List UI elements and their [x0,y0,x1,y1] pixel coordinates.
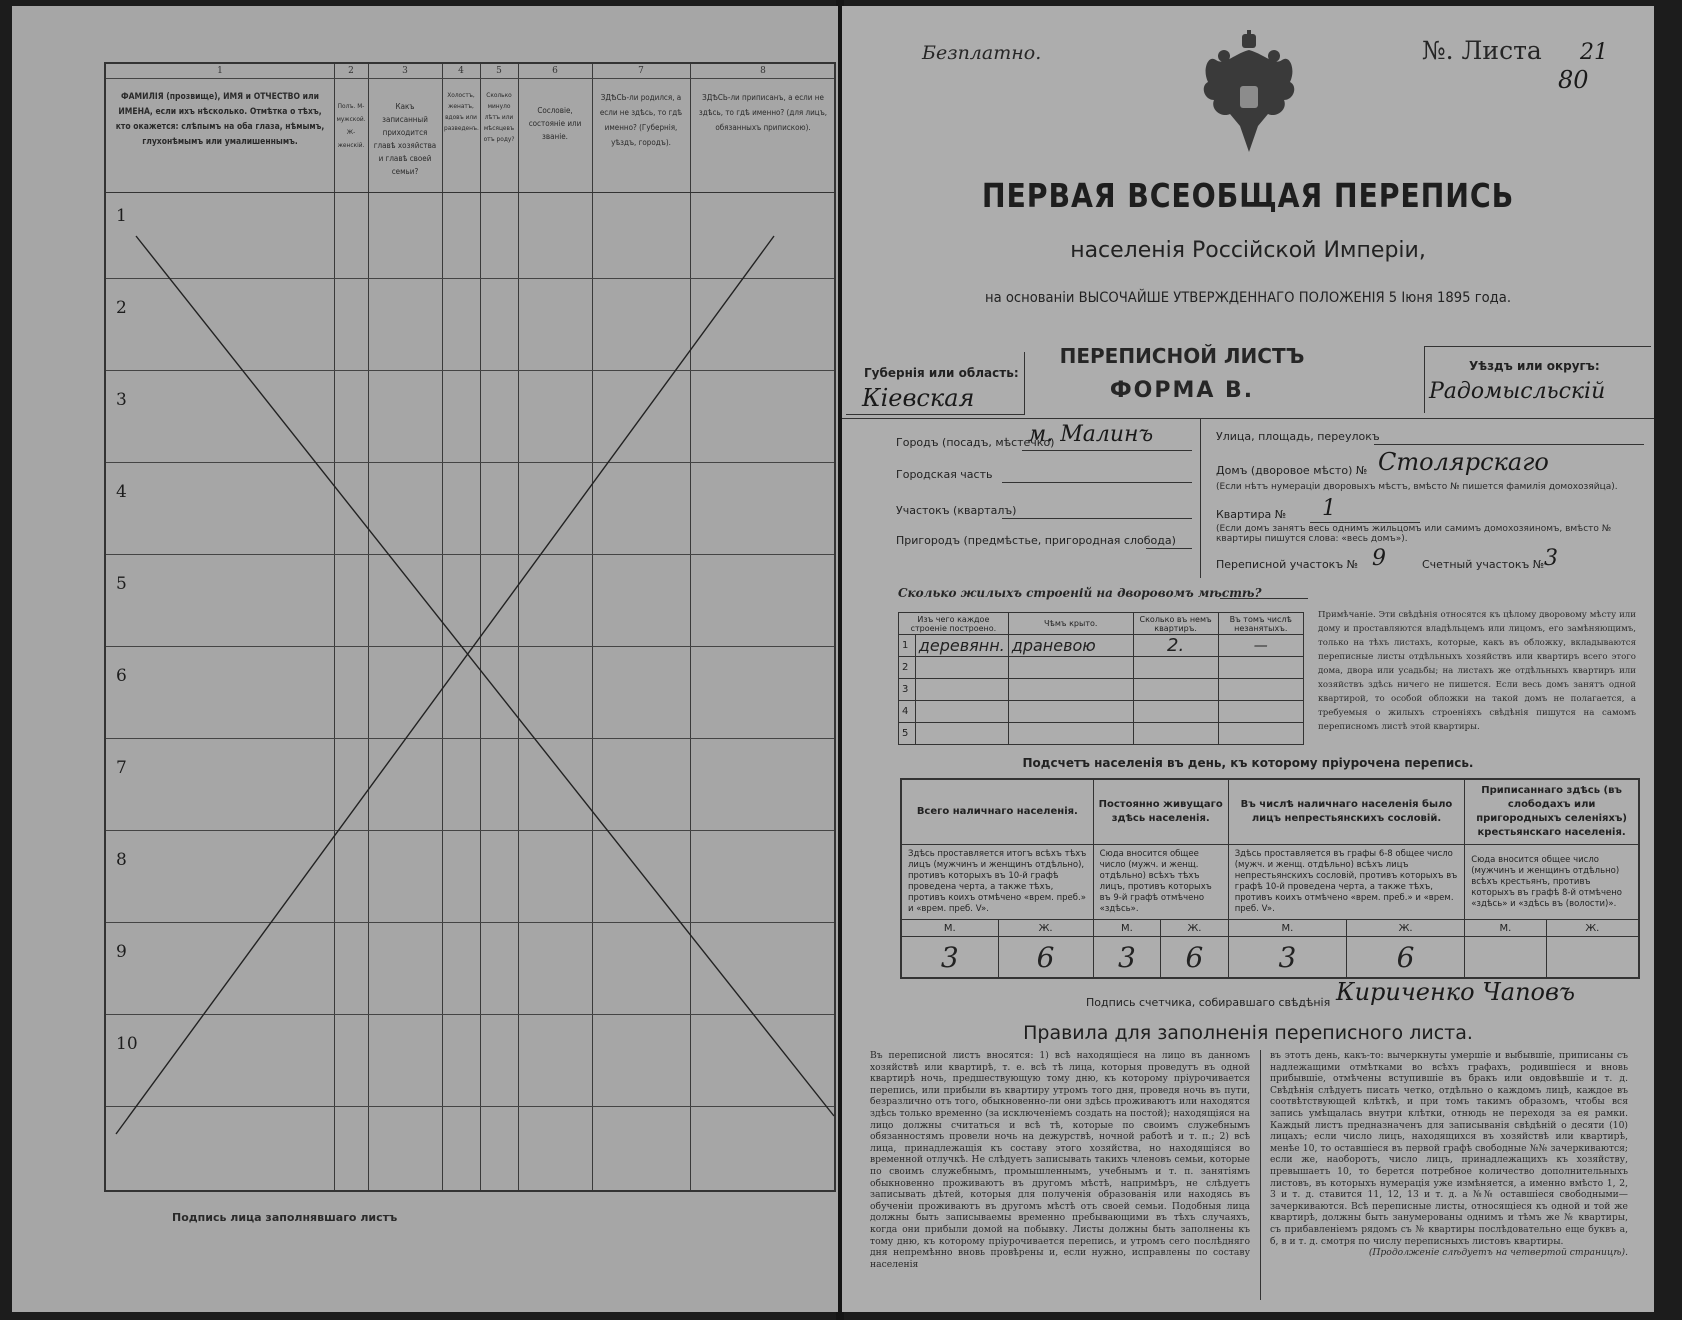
rules-text-left: Въ переписной листъ вносятся: 1) всѣ находящіеся на лицо въ данномъ хозяйствѣ или квартирѣ, т. е. всѣ тѣ лица, которыя проведутъ въ одной квартирѣ ночь, предшествующую тому дню, къ которому пріурочивается перепись, или прибыли въ квартиру утромъ того дня, проведя ночь въ пути, безразлично отъ того, обыкновенно-ли они здѣсь проживаютъ или находятся здѣсь только временно (за исключеніемъ создать на постой); находящіяся на лицо должны считаться и всѣ тѣ, которые по своимъ служебнымъ обязанностямъ провели ночь на дежурствѣ, ночной работѣ и т. п.; 2) всѣ лица, принадлежащія къ составу этого хозяйства, но находящіяся во временной отлучкѣ. Не слѣдуетъ записывать такихъ членовъ семьи, которые по своимъ служебнымъ, промышленнымъ, учебнымъ и т. п. занятіямъ обыкновенно проживаютъ въ другомъ мѣстѣ, напримѣръ, не слѣдуетъ записывать дѣтей, которыя для полученія образованія или находясь въ обученіи проживаютъ въ другомъ мѣстѣ отъ своей семьи. Подобныя лица должны быть записываемы временно пребывающими въ тѣхъ случаяхъ, когда они прибыли домой на побывку. Листы должны быть заполнены къ тому дню, къ которому пріурочивается перепись, и утромъ сего послѣдняго дня непремѣнно вновь провѣрены и, если нужно, исправлены по составу населенія [870,1050,1250,1270]
buildings-header-roof: Чѣмъ крыто. [1008,613,1133,635]
cross-out-mark [106,64,838,1194]
peasant-male-value [1465,937,1546,979]
buildings-vacant [1218,657,1303,679]
buildings-apartments [1133,723,1218,745]
row-number: 3 [116,390,127,410]
column-number: 8 [760,66,766,76]
buildings-header-vacant: Въ томъ числѣ незанятыхъ. [1218,613,1303,635]
document-subtitle: населенія Россійской Имперіи, [1070,238,1426,263]
female-label: Ж. [998,920,1093,937]
column-number: 4 [458,66,464,76]
buildings-apartments [1133,701,1218,723]
buildings-roof: драневою [1008,635,1133,657]
column-header-relation: Какъ записанный приходится главѣ хозяйства и главѣ своей семьи? [373,102,437,176]
buildings-apartments: 2. [1133,635,1218,657]
rules-continuation: (Продолженіе слѣдуетъ на четвертой страницѣ). [1368,1247,1628,1259]
buildings-material [915,723,1008,745]
population-head-permanent: Постоянно живущаго здѣсь населенія. [1093,779,1228,845]
population-title: Подсчетъ населенія въ день, къ которому пріурочена перепись. [1022,756,1474,770]
rules-text-right [1270,1050,1628,1259]
male-label: М. [1465,920,1546,937]
population-table [900,778,1640,979]
column-header-birthplace: ЗДѢСЬ-ли родился, а если не здѣсь, то гдѣ именно? (Губернія, уѣздъ, городъ). [599,93,683,147]
house-value: Столярскаго [1378,448,1549,476]
buildings-material: деревянн. [915,635,1008,657]
counting-district-label: Счетный участокъ № [1422,558,1545,571]
row-number: 7 [116,758,127,778]
buildings-row-number: 3 [899,679,916,701]
house-note: (Если нѣтъ нумераціи дворовыхъ мѣстъ, вмѣсто № пишется фамилія домохозяйца). [1216,482,1618,492]
enumerator-signature-label: Подпись счетчика, собиравшаго свѣдѣнія [1086,996,1331,1009]
column-header-marital: Холостъ, женатъ, вдовъ или разведенъ. [444,91,479,132]
buildings-row [899,723,1304,745]
population-desc-peasant: Сюда вносится общее число (мужчинъ и женщинъ отдѣльно) всѣхъ крестьянъ, противъ которыхъ въ графѣ 8-й отмѣчено «здѣсь» и «здѣсь въ (волости)». [1465,845,1639,920]
document-title: ПЕРВАЯ ВСЕОБЩАЯ ПЕРЕПИСЬ [981,176,1515,215]
population-head-nonpeasant: Въ числѣ наличнаго населенія было лицъ непрестьянскихъ сословій. [1228,779,1464,845]
house-label: Домъ (дворовое мѣсто) № [1216,464,1368,477]
uezd-label: Уѣздъ или округъ: [1469,359,1600,373]
column-number: 3 [402,66,408,76]
row-number: 1 [116,206,127,226]
uezd-box [1424,346,1651,413]
column-header-estate: Сословіе, состояніе или званіе. [528,106,582,141]
male-label: М. [901,920,998,937]
enumerator-signature: Кириченко Чаповъ [1336,978,1575,1006]
buildings-note: Примѣчаніе. Эти свѣдѣнія относятся къ цѣлому дворовому мѣсту или дому и проставляются владѣльцемъ или лицомъ, его замѣняющимъ, только на тѣхъ листахъ, которые, какъ въ обложку, вкладываются переписные листы отдѣльныхъ хозяйствъ или квартиръ всего этого дома, двора или усадьбы; на листахъ же отдѣльныхъ квартиръ или хозяйствъ здѣсь ничего не пишется. Если весь домъ занятъ одной квартирой, то особой обложки на такой домъ не полагается, а требуемыя о жилыхъ строеніяхъ свѣдѣнія пишутся на самомъ переписномъ листѣ этой квартиры. [1318,610,1636,732]
population-desc-total: Здѣсь проставляется итогъ всѣхъ тѣхъ лицъ (мужчинъ и женщинъ отдѣльно), противъ которыхъ въ 10-й графѣ проведена черта, а также тѣхъ, противъ коихъ отмѣчено «врем. преб.» и «врем. преб. V». [901,845,1093,920]
apartment-note: (Если домъ занятъ весь однимъ жильцомъ или самимъ домохозяиномъ, вмѣсто № квартиры пишутся слова: «весь домъ»). [1216,524,1612,544]
column-number: 6 [552,66,558,76]
row-number: 6 [116,666,127,686]
buildings-row-number: 4 [899,701,916,723]
row-number: 8 [116,850,127,870]
buildings-table [898,612,1304,745]
sheet-title: ПЕРЕПИСНОЙ ЛИСТЪ [1059,344,1305,368]
column-header-name: ФАМИЛІЯ (прозвище), ИМЯ и ОТЧЕСТВО или ИМЕНА, если ихъ нѣсколько. Отмѣтка о тѣхъ, кто окажется: слѣпымъ на оба глаза, нѣмымъ, глухонѣмымъ или умалишеннымъ. [115,92,325,147]
city-label: Городъ (посадъ, мѣстечко) [896,436,1055,449]
apartment-label: Квартира № [1216,508,1287,521]
street-label: Улица, площадь, переулокъ [1216,430,1380,443]
buildings-roof [1008,701,1133,723]
apartment-value: 1 [1322,496,1336,521]
guberniya-box [846,352,1025,415]
population-desc-permanent: Сюда вносится общее число (мужч. и женщ. отдѣльно) всѣхъ тѣхъ лицъ, противъ которыхъ въ 9-й графѣ отмѣчено «здѣсь». [1093,845,1228,920]
male-label: М. [1228,920,1346,937]
buildings-apartments [1133,657,1218,679]
permanent-female-value: 6 [1161,937,1229,979]
buildings-row-number: 1 [899,635,916,657]
buildings-material [915,679,1008,701]
counting-district-value: 3 [1544,546,1558,571]
column-number: 2 [348,66,354,76]
city-value: м. Малинъ [1028,422,1154,447]
sheet-number: 21 [1580,40,1608,65]
buildings-material [915,657,1008,679]
row-number: 9 [116,942,127,962]
buildings-row-number: 5 [899,723,916,745]
rules-text-right-body: въ этотъ день, какъ-то: вычеркнуты умершіе и выбывшіе, приписаны съ надлежащими отмѣтками во всѣхъ графахъ, родившіеся и вновь прибывшіе, отмѣчены вступившіе въ бракъ или овдовѣвшіе и т. д. Свѣдѣнія слѣдуетъ писать четко, отдѣльно о каждомъ лицѣ, каждое въ соотвѣтствующей клѣткѣ, и при томъ такимъ образомъ, чтобы вся запись умѣщалась внутри клѣтки, отнюдь не переходя за ея рамки. Каждый листъ предназначенъ для записыванія свѣдѣній о десяти (10) лицахъ; если число лицъ, находящихся въ хозяйствѣ или квартирѣ, менѣе 10, то оставшіеся въ первой графѣ свободные №№ зачеркиваются; если же, наоборотъ, число лицъ, принадлежащихъ къ хозяйству, превышаетъ 10, то берется потребное количество дополнительныхъ листовъ, въ которыхъ нумерація уже измѣняется, а именно вмѣсто 1, 2, 3 и т. д. ставится 11, 12, 13 и т. д. а №№ оставшіеся свободными—зачеркиваются. Всѣ переписные листы, относящіеся къ одной и той же квартирѣ, должны быть занумерованы однимъ и тѣмъ же № квартиры, съ прибавленіемъ рядомъ съ № квартиры послѣдовательно еще буквъ а, б, в и т. д. смотря по числу переписныхъ листовъ квартиры. [1270,1050,1628,1247]
suburb-line [1146,548,1192,549]
column-number: 5 [496,66,502,76]
permanent-male-value: 3 [1093,937,1161,979]
address-column-divider [1200,418,1201,578]
row-number: 4 [116,482,127,502]
population-desc-nonpeasant: Здѣсь проставляется въ графы 6-8 общее число (мужч. и женщ. отдѣльно) всѣхъ лицъ непрестьянскихъ сословій, противъ которыхъ въ графѣ 10-й проведена черта, а также тѣхъ, противъ коихъ отмѣчено «врем. преб.» и «врем. преб. V». [1228,845,1464,920]
apartment-line [1310,522,1420,523]
guberniya-label: Губернія или область: [864,366,1019,380]
buildings-roof [1008,723,1133,745]
female-label: Ж. [1346,920,1464,937]
buildings-material [915,701,1008,723]
buildings-vacant [1218,723,1303,745]
buildings-roof [1008,679,1133,701]
buildings-vacant: — [1218,635,1303,657]
column-number: 7 [638,66,644,76]
rules-column-divider [1260,1050,1261,1300]
row-number: 10 [116,1034,138,1054]
guberniya-value: Кіевская [862,384,975,412]
row-number: 2 [116,298,127,318]
female-label: Ж. [1161,920,1229,937]
city-part-label: Городская часть [896,468,993,481]
total-female-value: 6 [998,937,1093,979]
male-label: М. [1093,920,1161,937]
free-label: Безплатно. [922,42,1042,64]
buildings-vacant [1218,701,1303,723]
column-number: 1 [217,66,223,76]
buildings-roof [1008,657,1133,679]
filler-signature-label: Подпись лица заполнявшаго листъ [172,1211,398,1224]
buildings-apartments [1133,679,1218,701]
buildings-header-apartments: Сколько въ немъ квартиръ. [1133,613,1218,635]
buildings-vacant [1218,679,1303,701]
section-divider [842,418,1654,419]
buildings-row-number: 2 [899,657,916,679]
row-number: 5 [116,574,127,594]
census-district-value: 9 [1372,546,1386,571]
suburb-label: Пригородъ (предмѣстье, пригородная слобода) [896,534,1176,547]
nonpeasant-female-value: 6 [1346,937,1464,979]
census-district-label: Переписной участокъ № [1216,558,1359,571]
sheet-number-label: №. Листа [1422,36,1542,65]
buildings-row [899,701,1304,723]
sheet-form: ФОРМА В. [1109,378,1255,403]
legal-basis: на основаніи ВЫСОЧАЙШЕ УТВЕРЖДЕННАГО ПОЛОЖЕНІЯ 5 Іюня 1895 года. [984,290,1512,306]
buildings-row [899,679,1304,701]
district-line [1002,518,1192,519]
right-page [842,6,1654,1312]
rules-title: Правила для заполненія переписного листа. [1023,1022,1473,1044]
street-line [1374,444,1644,445]
city-part-line [1002,482,1192,483]
female-label: Ж. [1546,920,1639,937]
peasant-female-value [1546,937,1639,979]
population-head-total: Всего наличнаго населенія. [901,779,1093,845]
total-male-value: 3 [901,937,998,979]
double-headed-eagle-icon [1194,30,1304,160]
uezd-value: Радомысльскій [1429,379,1606,404]
buildings-header-material: Изъ чего каждое строеніе построено. [899,613,1009,635]
persons-table [104,62,836,1192]
district-label: Участокъ (кварталъ) [896,504,1017,517]
nonpeasant-male-value: 3 [1228,937,1346,979]
column-header-age: Сколько минуло лѣтъ или мѣсяцевъ отъ роду? [483,91,515,143]
sheet-number-alt: 80 [1558,66,1589,94]
city-line [1022,450,1192,451]
buildings-answer-line [1220,598,1308,599]
population-head-peasant: Приписаннаго здѣсь (въ слободахъ или пригородныхъ селеніяхъ) крестьянскаго населенія. [1465,779,1639,845]
buildings-row [899,635,1304,657]
buildings-row [899,657,1304,679]
left-page [12,6,838,1312]
buildings-question: Сколько жилыхъ строеній на дворовомъ мѣстѣ? [898,586,1262,600]
column-header-registration: ЗДѢСЬ-ли приписанъ, а если не здѣсь, то гдѣ именно? (для лицъ, обязанныхъ припискою). [698,93,828,132]
column-header-sex: Полъ. М-мужской. Ж-женскій. [336,102,366,149]
